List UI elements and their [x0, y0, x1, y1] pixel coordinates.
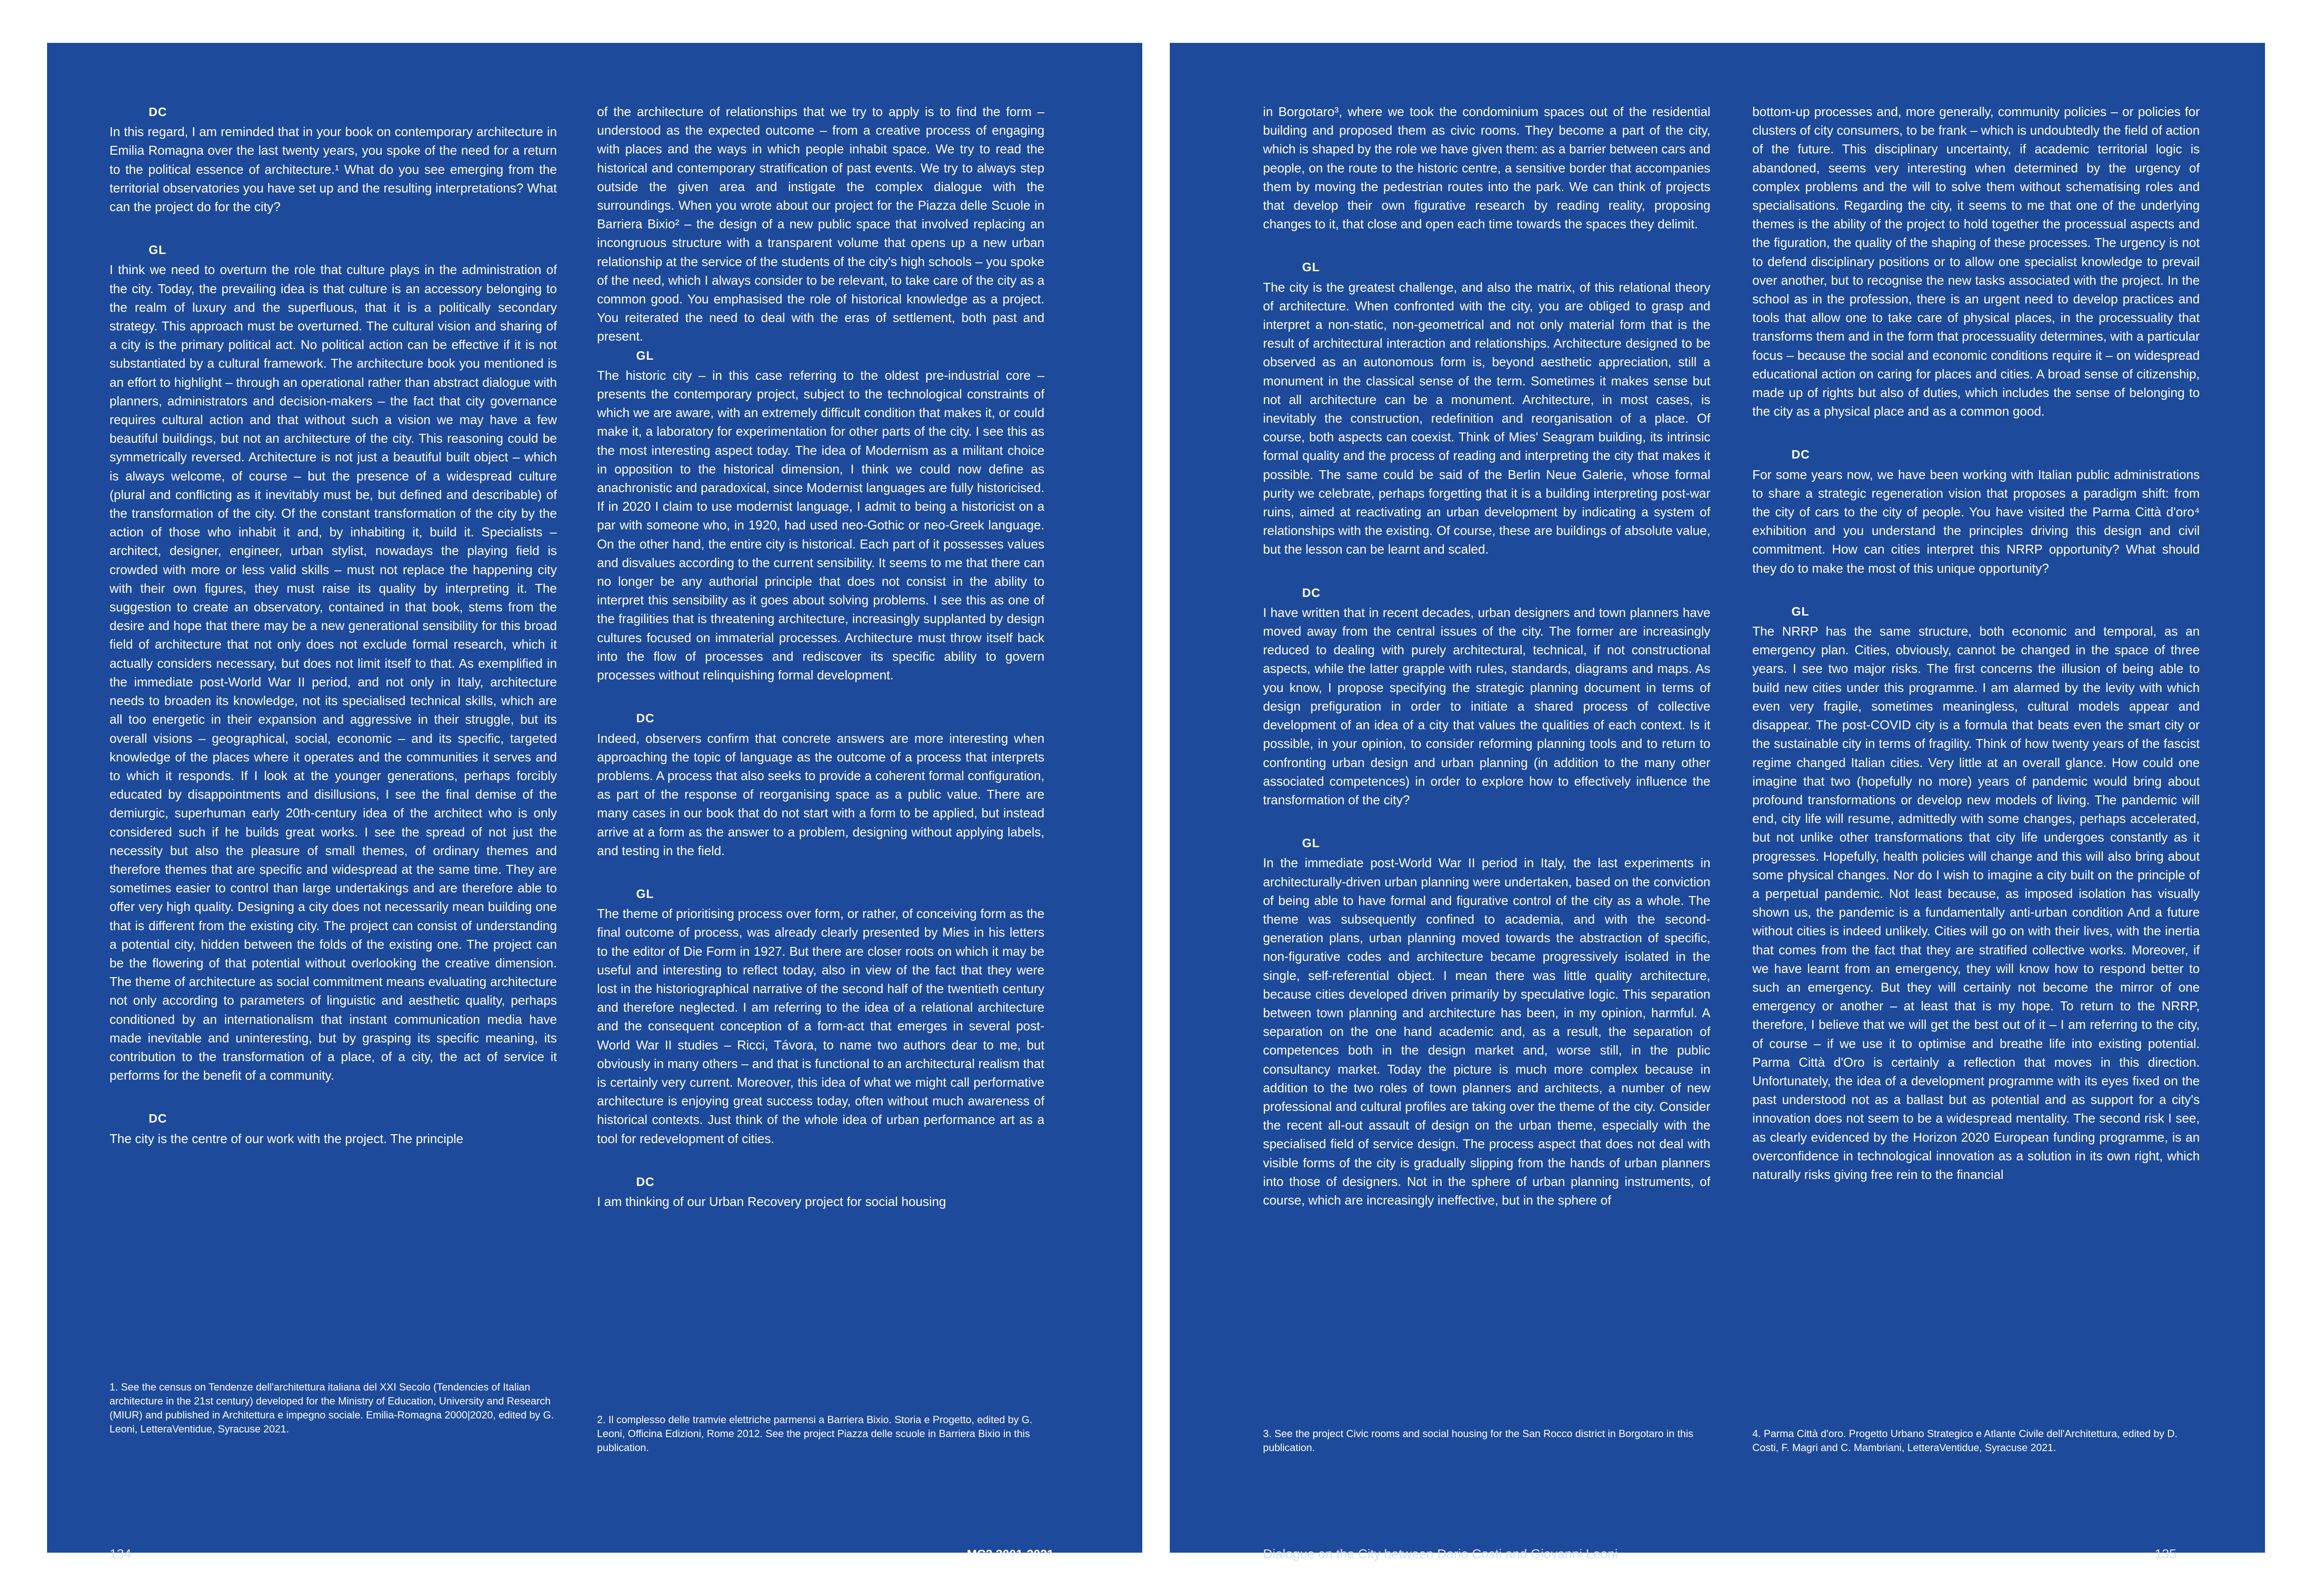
speaker-label-gl: GL: [1791, 604, 1810, 618]
gl-answer: I think we need to overturn the role that culture plays in the administration of the city. Today, the prevailing idea is that culture is an accessory belonging to the realm of luxury and the superfluous, that it is a politically secondary strategy. This approach must be overturned. The cultural vision and sharing of a city is the primary political act. No political action can be effective if it is not substantiated by a cultural framework. The architecture book you mentioned is an effort to highlight – through an operational rather than abstract dialogue with planners, administrators and decision-makers – the fact that city governance requires cultural action and that without such a vision we may have a few beautiful buildings, but not an architecture of the city. This reasoning could be symmetrically reversed. Architecture is not just a beautiful built object – which is always welcome, of course – but the presence of a widespread culture (plural and conflicting as it inevitably must be, but defined and describable) of the transformation of the city. Of the constant transformation of the city by the action of those who inhabit it and, by inhabiting it, build it. Specialists – architect, designer, engineer, urban stylist, nowadays the playing field is crowded with more or less valid skills – must not replace the happening city with their own figures, they must raise its quality by interpreting it. The suggestion to create an observatory, contained in that book, stems from the desire and hope that there may be a new generational sensibility for this broad field of architecture that not only does not exclude formal research, which it actually considers necessary, but does not limit itself to that. As exemplified in the immediate post-World War II period, and not only in Italy, architecture needs to broaden its knowledge, not its specialised technical skills, which are all too energetic in their expansion and aggressive in their struggle, but its overall visions – geographical, social, economic – and its specific, targeted knowledge of the places where it operates and the communities it serves and to which it responds. If I look at the younger generations, perhaps forcibly educated by disappointments and disillusions, I see the final demise of the demiurgic, superhuman early 20th-century idea of the architect who is only considered such if he builds great works. I see the spread of not just the necessity but also the pleasure of small themes, of ordinary themes and therefore themes that are specific and widespread at the same time. They are sometimes easier to control than large undertakings and are therefore able to offer very high quality. Designing a city does not necessarily mean building one that is different from the existing city. The project can consist of understanding a potential city, hidden between the folds of the existing one. The project can be the flowering of that potential without overlooking the creative dimension. The theme of architecture as social commitment means evaluating architecture not only according to parameters of linguistic and aesthetic quality, perhaps conditioned by an internationalism that instant communication media have made inevitable and uninteresting, but by grasping its specific meaning, its contribution to the transformation of a place, of a city, the act of service it performs for the benefit of a community.: [110, 262, 557, 1083]
speaker-label-dc: DC: [1791, 447, 1810, 462]
footnote-3: 3. See the project Civic rooms and social housing for the San Rocco district in Borgotaro in this publication.: [1263, 1428, 1694, 1453]
gl-answer: The theme of prioritising process over form, or rather, of conceiving form as the final outcome of process, was already clearly presented by Mies in his letters to the editor of Die Form in 1927. But there are closer roots on which it may be useful and interesting to reflect today, also in view of the fact that they were lost in the historiographical narrative of the second half of the twentieth century and therefore neglected. I am referring to the idea of a relational architecture and the consequent conception of a form-act that emerges in several post-World War II studies – Ricci, Távora, to name two authors dear to me, but obviously in many others – and that is functional to an architectural realism that is certainly very current. Moreover, this idea of what we might call performative architecture is enjoying great success today, often without much awareness of historical contexts. Just think of the whole idea of urban performance art as a tool for redevelopment of cities.: [597, 906, 1044, 1146]
speaker-label-dc: DC: [149, 105, 167, 119]
speaker-label-gl: GL: [149, 243, 167, 257]
speaker-label-gl: GL: [1302, 836, 1320, 850]
speaker-label-dc: DC: [1302, 585, 1321, 600]
dc-question: Indeed, observers confirm that concrete answers are more interesting when approaching the topic of language as the outcome of a process that interprets problems. A process that also seeks to provide a coherent formal configuration, as part of the response of reorganising space as a public value. There are many cases in our book that do not start with a form to be applied, but instead arrive at a form as the answer to a problem, designing without applying labels, and testing in the field.: [597, 731, 1044, 858]
left-column-2: [597, 103, 1044, 1398]
gl-answer: The NRRP has the same structure, both economic and temporal, as an emergency plan. Cities, obviously, cannot be changed in the space of three years. I see two major risks. The first concerns the illusion of being able to build new cities under this programme. I am alarmed by the levity with which even very fragile, sometimes meaningless, cultural models appear and disappear. The post-COVID city is a formula that beats even the smart city or the sustainable city in terms of fragility. Think of how twenty years of the fascist regime changed Italian cities. Very little at an overall glance. How could one imagine that two (hopefully no more) years of pandemic would bring about profound transformations or develop new models of living. The pandemic will end, city life will resume, admittedly with some changes, perhaps accelerated, but not unlike other transformations that city life undergoes constantly as it progresses. Hopefully, health policies will change and this will also bring about some physical changes. Nor do I wish to imagine a city built on the principle of a perpetual pandemic. Not least because, as imposed isolation has visually shown us, the pandemic is a fundamentally anti-urban condition And a future without cities is indeed unlikely. Cities will go on with their lives, with the inertia that comes from the fact that they are stratified collective works. Moreover, if we have learnt from an emergency, they will know how to respond better to such an emergency. But they will certainly not become the mirror of one emergency or another – at least that is my hope. To return to the NRRP, therefore, I believe that we will get the best out of it – I am referring to the city, of course – if we use it to optimise and breathe life into existing potential. Parma Città d'Oro is certainly a reflection that moves in this direction. Unfortunately, the idea of a development programme with its eyes fixed on the past understood not as a ballast but as potential and as support for a city's innovation does not seem to be a widespread mentality. The second risk I see, as clearly evidenced by the Horizon 2020 European funding programme, is an overconfidence in technological innovation as a solution in its own right, which naturally risks giving free rein to the financial: [1752, 624, 2200, 1182]
dc-question: The city is the centre of our work with the project. The principle: [110, 1131, 464, 1146]
gl-answer: The city is the greatest challenge, and also the matrix, of this relational theory of architecture. When confronted with the city, you are obliged to grasp and interpret a non-static, non-geometrical and not only material form that is the result of architectural interaction and relationships. Architecture designed to be observed as an autonomous form is, beyond aesthetic appreciation, still a monument in the classical sense of the term. Sometimes it makes sense but not all architecture can be a monument. Architecture, in most cases, is inevitably the construction, redefinition and reorganisation of a place. Of course, both aspects can coexist. Think of Mies' Seagram building, its intrinsic formal quality and the process of reading and interpreting the city that makes it possible. The same could be said of the Berlin Neue Galerie, whose formal purity we celebrate, perhaps forgetting that it is a building interpreting post-war ruins, aimed at reactivating an urban development by indicating a system of relationships with the existing. Of course, these are buildings of absolute value, but the lesson can be learnt and scaled.: [1263, 280, 1710, 557]
gl-answer: The historic city – in this case referring to the oldest pre-industrial core – presents the contemporary project, subject to the technological constraints of which we are aware, with an extremely difficult condition that makes it, or could make it, a laboratory for experimentation for other parts of the city. I see this as the most interesting aspect today. The idea of Modernism as a militant choice in opposition to the historical dimension, I think we could now define as anachronistic and paradoxical, since Modernist languages are fully historicised. If in 2020 I claim to use modernist language, I admit to being a historicist on a par with someone who, in 1920, had used neo-Gothic or neo-Greek language. On the other hand, the entire city is historical. Each part of it possesses values and disvalues according to the current sensibility. It seems to me that there can no longer be any authorial principle that does not consist in the ability to interpret this sensibility as it goes about solving problems. I see this as one of the fragilities that is threatening architecture, increasingly supplanted by design cultures focused on immaterial processes. Architecture must throw itself back into the flow of processes and rediscover its specific ability to govern processes without relinquishing formal development.: [597, 368, 1044, 683]
dc-question: For some years now, we have been working with Italian public administrations to share a strategic regeneration vision that proposes a paradigm shift: from the city of cars to the city of people. You have visited the Parma Città d'oro⁴ exhibition and you understand the principles driving this design and civil commitment. How can cities interpret this NRRP opportunity? What should they do to make the most of this unique opportunity?: [1752, 467, 2200, 575]
dc-question: In this regard, I am reminded that in your book on contemporary architecture in Emilia Romagna over the last twenty years, you spoke of the need for a return to the political essence of architecture.¹ What do you see emerging from the territorial observatories you have set up and the resulting interpretations? What can the project do for the city?: [110, 124, 557, 214]
speaker-label-dc: DC: [636, 711, 655, 726]
dc-question-continued: in Borgotaro³, where we took the condominium spaces out of the residential building and proposed them as civic rooms. They become a part of the city, which is shaped by the role we have given them: as a barrier between cars and people, on the route to the historic centre, a sensitive border that accompanies them by moving the pedestrian routes into the park. We can think of projects that develop their own figurative research by reading reality, proposing changes to it, that close and open each time towards the spaces they delimit.: [1263, 104, 1710, 232]
speaker-label-dc: DC: [149, 1111, 167, 1126]
footnote-4: 4. Parma Città d'oro. Progetto Urbano Strategico e Atlante Civile dell'Architettura, edited by D. Costi, F. Magri and C. Mambriani, LetteraVentidue, Syracuse 2021.: [1752, 1428, 2178, 1453]
page-number: 135: [2155, 1547, 2176, 1561]
right-column-2: [1752, 103, 2200, 1398]
left-column-1: [110, 103, 557, 1398]
right-page: [1170, 43, 2265, 1561]
speaker-label-dc: DC: [636, 1174, 655, 1189]
running-title: Dialogue on the City between Dario Costi and Giovanni Leoni: [1263, 1547, 1618, 1561]
dc-question: I have written that in recent decades, urban designers and town planners have moved away from the central issues of the city. The former are increasingly reduced to dealing with purely architectural, technical, if not constructional aspects, while the latter grapple with rules, standards, diagrams and maps. As you know, I propose specifying the strategic planning document in terms of design prefiguration in order to initiate a shared process of collective development of an idea of a city that values the qualities of each context. Is it possible, in your opinion, to consider reforming planning tools and to return to confronting urban design and urban planning (in addition to the many other associated competences) in order to explore how to effectively influence the transformation of the city?: [1263, 605, 1710, 807]
left-page: [47, 43, 1142, 1561]
gl-answer: In the immediate post-World War II period in Italy, the last experiments in architecturally-driven urban planning were undertaken, based on the conviction of being able to have formal and figurative control of the city as a whole. The theme was subsequently confined to academia, and with the second-generation plans, urban planning moved towards the abstraction of specific, non-figurative codes and architecture became progressively isolated in the single, self-referential object. I mean there was little quality architecture, because cities developed driven primarily by speculative logic. This separation between town planning and architecture has been, in my opinion, harmful. A separation on the one hand academic and, as a result, the separation of competences both in the design market and, worse still, in the public consultancy market. Today the picture is much more complex because in addition to the two roles of town planners and architects, a number of new professional and cultural profiles are taking over the theme of the city. Consider the recent all-out assault of design on the urban theme, especially with the specialised field of service design. The process aspect that does not deal with visible forms of the city is gradually slipping from the hands of urban planners into those of designers. Not in the sphere of urban planning instruments, of course, which are increasingly ineffective, but in the sphere of: [1263, 856, 1710, 1207]
gl-answer-continued: bottom-up processes and, more generally, community policies – or policies for clusters of city consumers, to be frank – which is undoubtedly the field of action of the future. This disciplinary uncertainty, if academic territorial logic is abandoned, seems very interesting when determined by the urgency of complex problems and the will to solve them without schematising roles and specialisations. Regarding the city, it seems to me that one of the underlying themes is the ability of the project to hold together the processual aspects and the figuration, the quality of the shaping of these processes. The urgency is not to defend disciplinary positions or to allow one specialist knowledge to prevail over another, but to recognise the new tasks associated with the project. In the school as in the profession, there is an urgent need to develop practices and tools that allow one to take care of physical places, in the processuality that transforms them and in the form that processuality determines, with a particular focus – because the social and economic conditions require it – on widespread educational action on caring for places and cities. A broad sense of citizenship, made up of rights but also of duties, which includes the sense of belonging to the city as a physical place and as a common good.: [1752, 104, 2200, 419]
speaker-label-gl: GL: [636, 886, 654, 901]
dc-question: I am thinking of our Urban Recovery project for social housing: [597, 1194, 947, 1209]
right-column-1: [1263, 103, 1710, 1398]
speaker-label-gl: GL: [1302, 260, 1320, 274]
speaker-label-gl: GL: [636, 348, 654, 363]
footnote-2: 2. Il complesso delle tramvie elettriche parmensi a Barriera Bixio. Storia e Progetto, edited by G. Leoni, Officina Edizioni, Rome 2012. See the project Piazza delle scuole in Barriera Bixio in this publication.: [597, 1414, 1033, 1453]
page-number: 134: [110, 1547, 131, 1561]
footnote-1: 1. See the census on Tendenze dell'architettura italiana del XXI Secolo (Tendencies of Italian architecture in the 21st century) developed for the Ministry of Education, University and Research (MIUR) and published in Architettura e impegno sociale. Emilia-Romagna 2000|2020, edited by G. Leoni, LetteraVentidue, Syracuse 2021.: [110, 1381, 554, 1435]
dc-question-continued: of the architecture of relationships that we try to apply is to find the form – understood as the expected outcome – from a creative process of engaging with places and the ways in which people inhabit space. We try to read the historical and contemporary stratification of past events. We try to always step outside the given area and instigate the complex dialogue with the surroundings. When you wrote about our project for the Piazza delle Scuole in Barriera Bixio² – the design of a new public space that involved replacing an incongruous structure with a transparent volume that opens up a new urban relationship at the service of the students of the city's high schools – you spoke of the need, which I always consider to be relevant, to take care of the city as a common good. You emphasised the role of historical knowledge as a project. You reiterated the need to deal with the eras of settlement, both past and present.: [597, 104, 1044, 344]
running-title: MC2 2001-2021: [967, 1547, 1054, 1561]
